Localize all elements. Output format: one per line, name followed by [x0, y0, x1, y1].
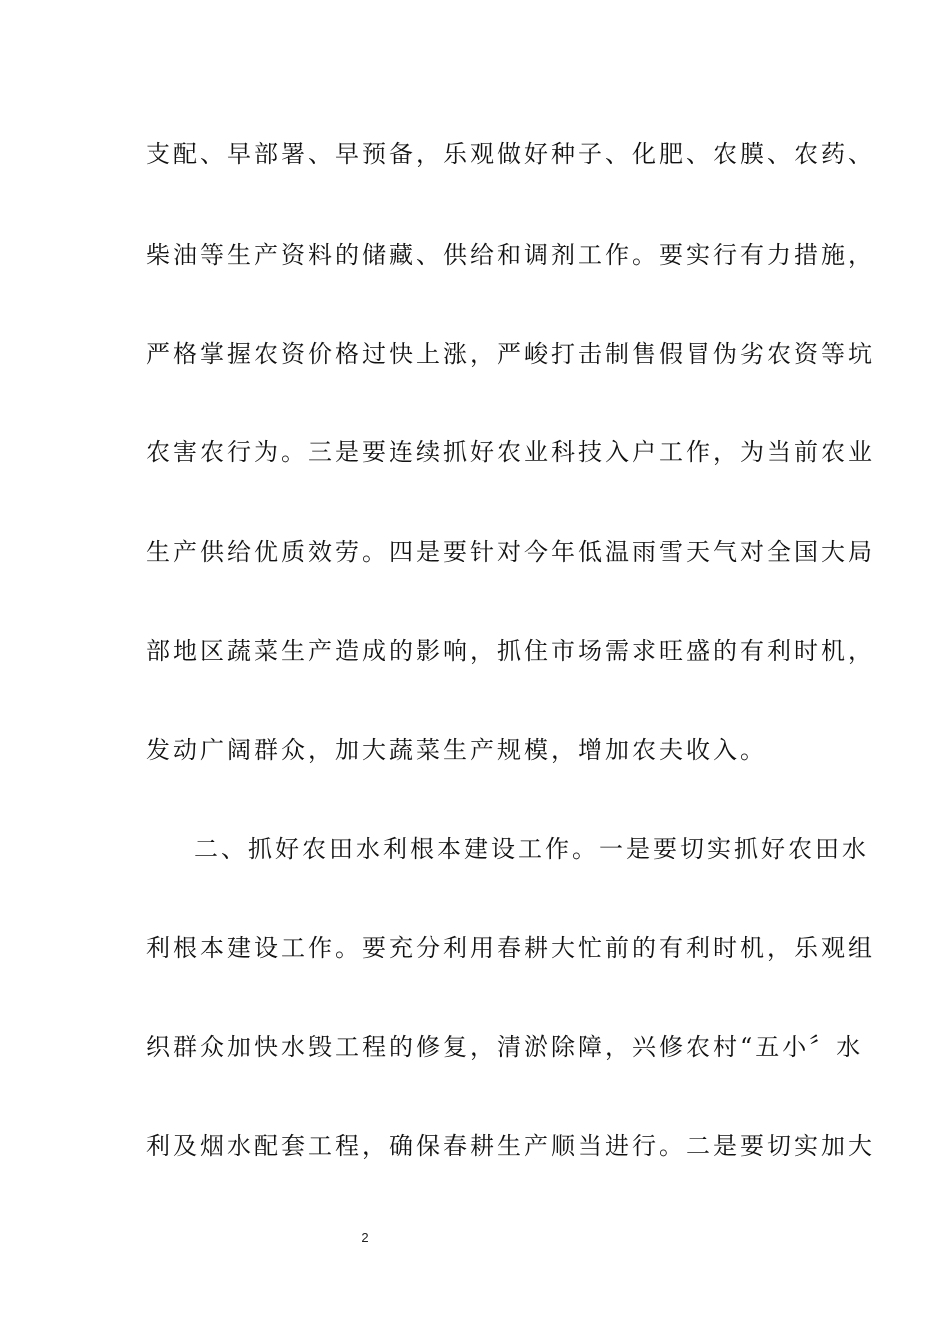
page-number: 2	[361, 1230, 369, 1245]
text-line: 发动广阔群众，加大蔬菜生产规模，增加农夫收入。	[146, 736, 767, 764]
text-line: 农害农行为。三是要连续抓好农业科技入户工作，为当前农业	[146, 438, 875, 466]
text-line: 部地区蔬菜生产造成的影响，抓住市场需求旺盛的有利时机，	[146, 637, 875, 665]
text-line: 织群众加快水毁工程的修复，清淤除障，兴修农村“五小〞水	[146, 1033, 864, 1061]
paragraph-first-line: 二、抓好农田水利根本建设工作。一是要切实抓好农田水	[194, 835, 869, 863]
text-line: 严格掌握农资价格过快上涨，严峻打击制售假冒伪劣农资等坑	[146, 340, 875, 368]
text-line: 利根本建设工作。要充分利用春耕大忙前的有利时机，乐观组	[146, 934, 875, 962]
text-line: 柴油等生产资料的储藏、供给和调剂工作。要实行有力措施，	[146, 241, 875, 269]
text-line: 生产供给优质效劳。四是要针对今年低温雨雪天气对全国大局	[146, 538, 875, 566]
text-line: 利及烟水配套工程，确保春耕生产顺当进行。二是要切实加大	[146, 1132, 875, 1160]
text-line: 支配、早部署、早预备，乐观做好种子、化肥、农膜、农药、	[146, 140, 875, 168]
